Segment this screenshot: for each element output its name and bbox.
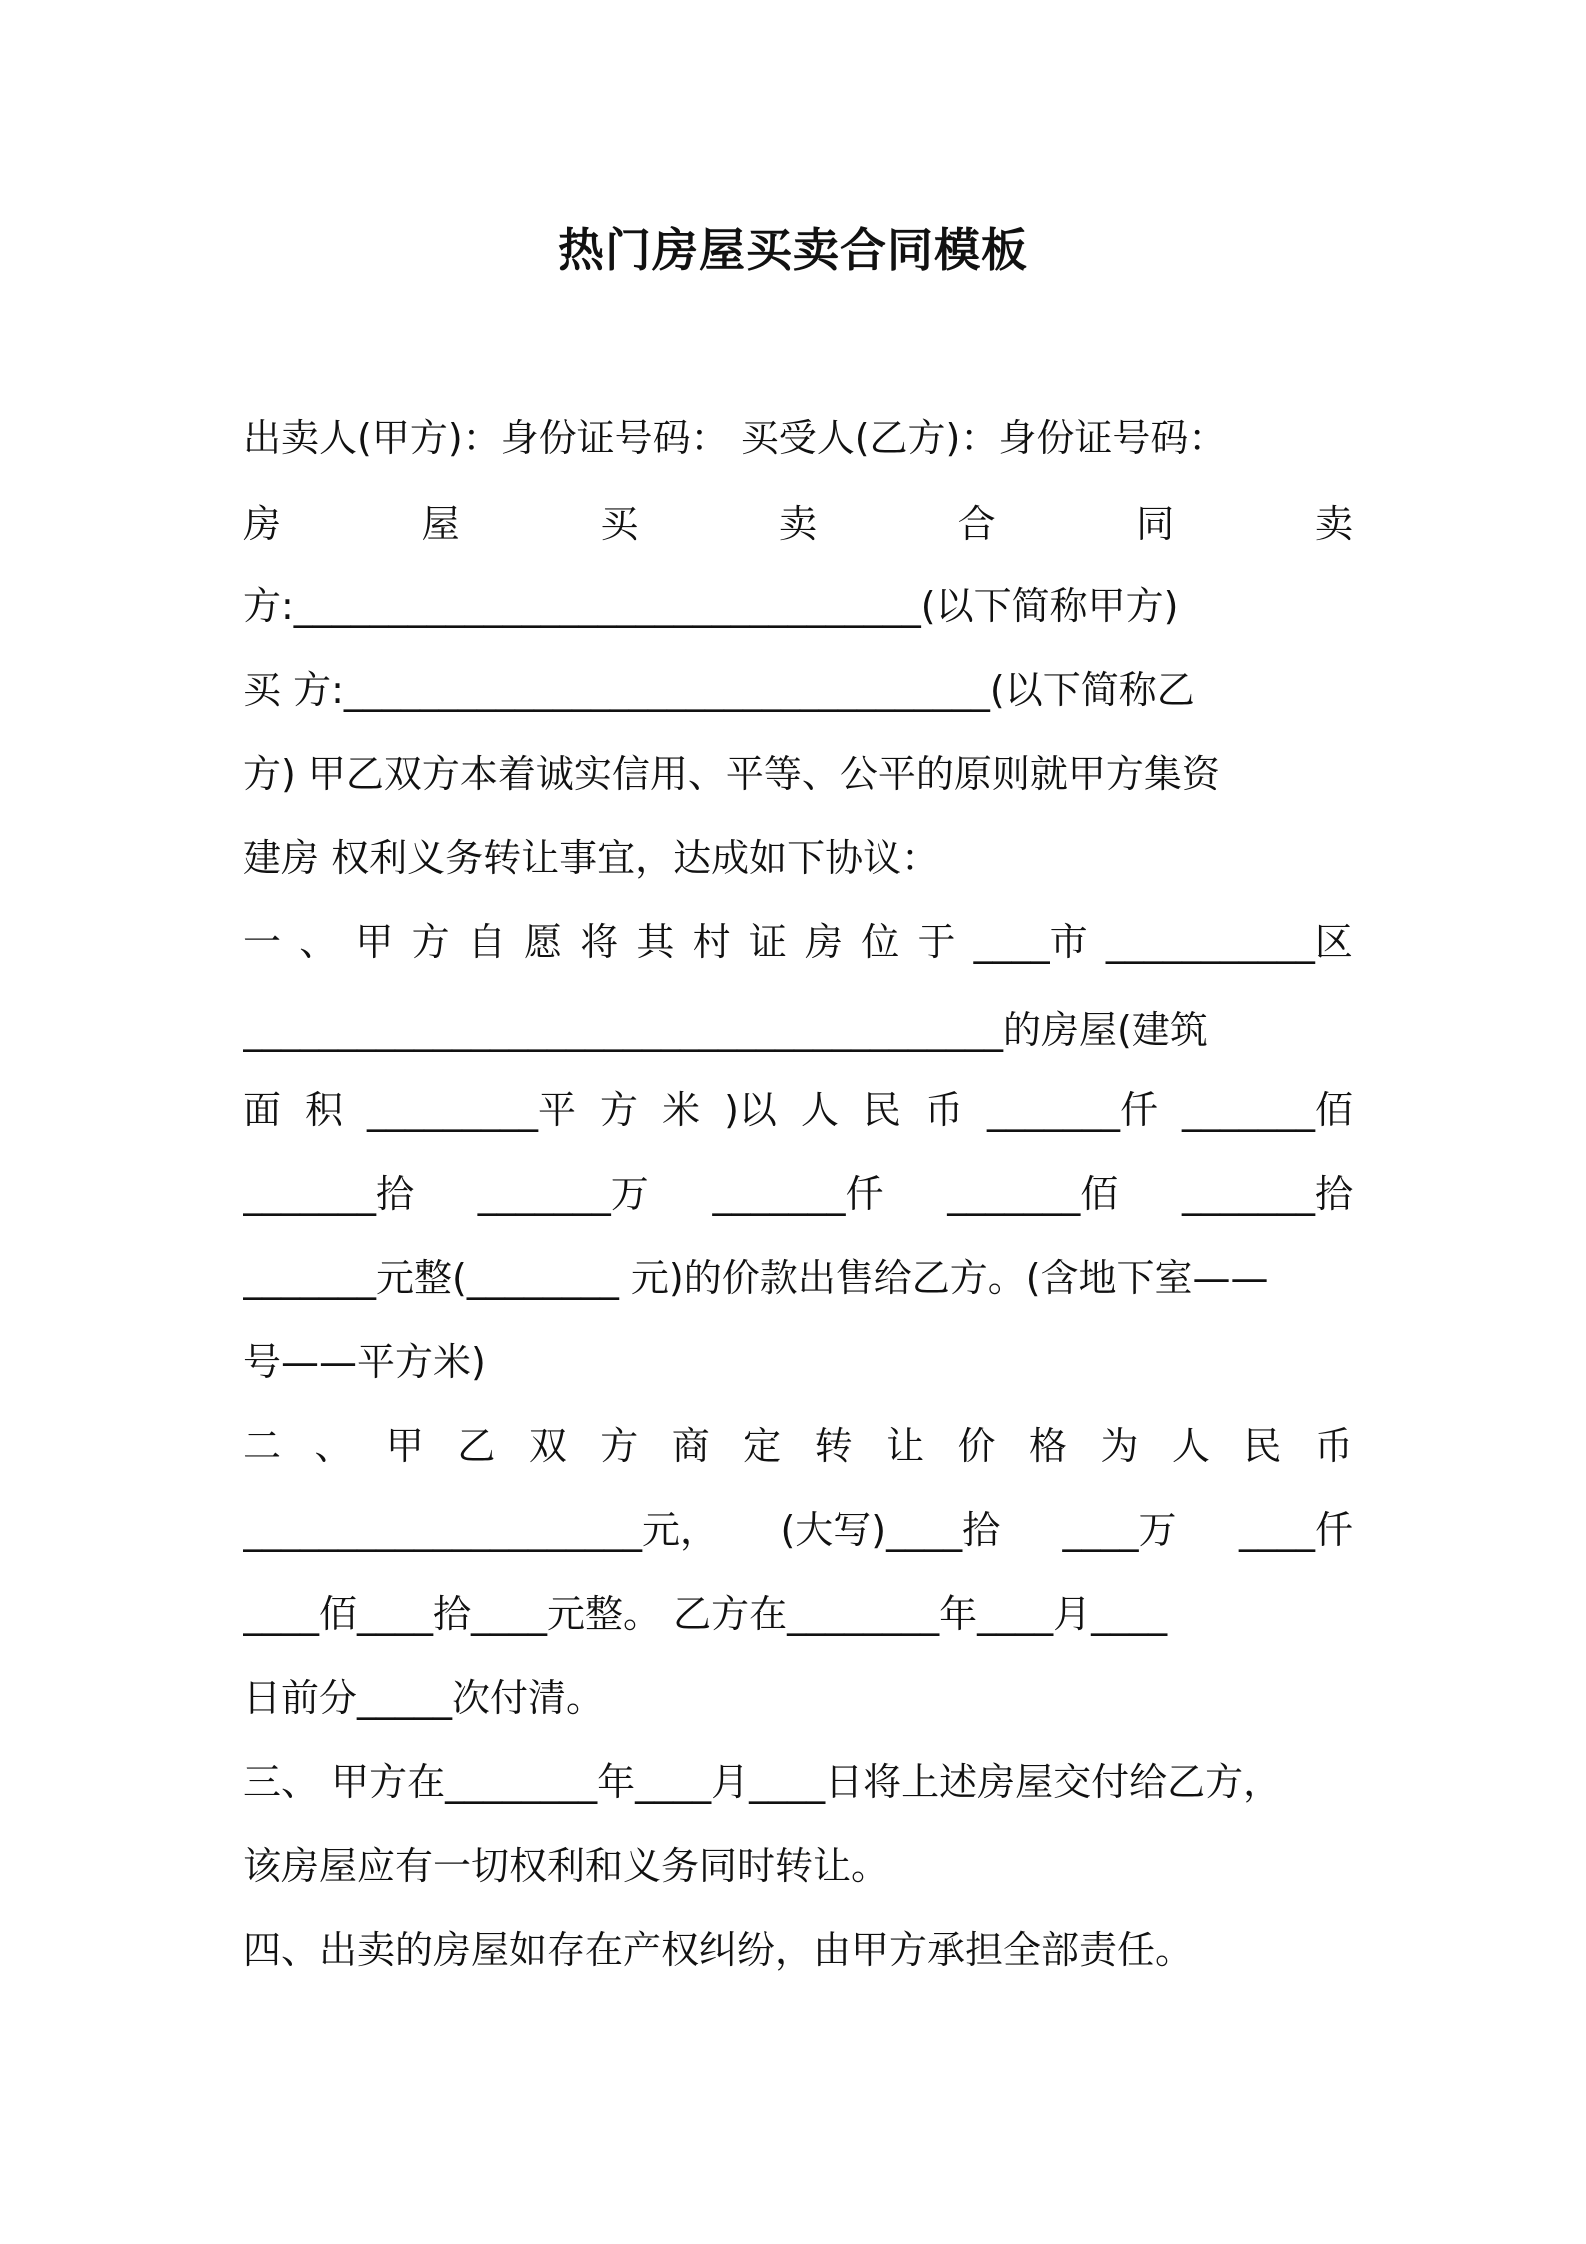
text-fragment: ___________区 — [1105, 920, 1353, 964]
text-fragment: 双 — [528, 1424, 567, 1468]
clause-1-line — [243, 916, 1353, 968]
text-fragment: 二 — [243, 1424, 282, 1468]
amount-line — [243, 1168, 1353, 1220]
text-fragment: 格 — [1028, 1424, 1067, 1468]
price-capital-line — [243, 1504, 1353, 1556]
text-fragment: 人 — [800, 1088, 839, 1132]
text-fragment: 人 — [1171, 1424, 1210, 1468]
text-fragment: 卖 — [1314, 502, 1353, 546]
text-fragment: 证 — [748, 920, 787, 964]
text-fragment: _______拾 — [243, 1172, 415, 1216]
text-fragment: _______万 — [477, 1172, 649, 1216]
basement-line: 号——平方米) — [243, 1340, 486, 1384]
text-fragment: _______仟 — [712, 1172, 884, 1216]
text-fragment: 、 — [299, 920, 338, 964]
text-fragment: )以 — [724, 1088, 777, 1132]
clause-4-line: 四、出卖的房屋如存在产权纠纷，由甲方承担全部责任。 — [243, 1928, 1194, 1972]
text-fragment: 甲 — [355, 920, 394, 964]
document-title: 热门房屋买卖合同模板 — [558, 223, 1028, 277]
text-fragment: 位 — [861, 920, 900, 964]
price-total-line: _______元整(________ 元)的价款出售给乙方。(含地下室—— — [243, 1256, 1269, 1300]
text-fragment: _______拾 — [1181, 1172, 1353, 1216]
text-fragment: 买 — [600, 502, 639, 546]
payment-terms-line: 日前分_____次付清。 — [243, 1676, 605, 1720]
text-fragment: _________平 — [367, 1088, 577, 1132]
preamble-continuation: 建房 权利义务转让事宜，达成如下协议： — [243, 836, 940, 880]
text-fragment: 同 — [1136, 502, 1175, 546]
text-fragment: 方 — [411, 920, 450, 964]
text-fragment: 币 — [1314, 1424, 1353, 1468]
text-fragment: 乙 — [457, 1424, 496, 1468]
text-fragment: _______仟 — [986, 1088, 1158, 1132]
text-fragment: 米 — [662, 1088, 701, 1132]
text-fragment: 房 — [243, 502, 282, 546]
clause-3-line: 三、 甲方在________年____月____日将上述房屋交付给乙方， — [243, 1760, 1282, 1804]
text-fragment: _______佰 — [947, 1172, 1119, 1216]
text-fragment: (大写)____拾 — [780, 1508, 1001, 1552]
text-fragment: 将 — [580, 920, 619, 964]
text-fragment: 商 — [671, 1424, 710, 1468]
text-fragment: 价 — [957, 1424, 996, 1468]
clause-3-continuation: 该房屋应有一切权利和义务同时转让。 — [243, 1844, 890, 1888]
text-fragment: 卖 — [778, 502, 817, 546]
text-fragment: ____万 — [1062, 1508, 1177, 1552]
text-fragment: 民 — [862, 1088, 901, 1132]
text-fragment: 民 — [1243, 1424, 1282, 1468]
text-fragment: 积 — [305, 1088, 344, 1132]
seller-line: 方:_________________________________(以下简称甲方) — [243, 584, 1179, 628]
area-price-line — [243, 1084, 1353, 1136]
text-fragment: 、 — [314, 1424, 353, 1468]
clause-2-line — [243, 1420, 1353, 1472]
text-fragment: 币 — [924, 1088, 963, 1132]
text-fragment: 转 — [814, 1424, 853, 1468]
contract-words-line — [243, 498, 1353, 550]
text-fragment: 其 — [636, 920, 675, 964]
preamble-line: 方) 甲乙双方本着诚实信用、平等、公平的原则就甲方集资 — [243, 752, 1220, 796]
text-fragment: 自 — [467, 920, 506, 964]
text-fragment: ____仟 — [1238, 1508, 1353, 1552]
text-fragment: 方 — [600, 1424, 639, 1468]
text-fragment: 一 — [243, 920, 282, 964]
text-fragment: 于 — [917, 920, 956, 964]
text-fragment: 屋 — [421, 502, 460, 546]
text-fragment: 村 — [692, 920, 731, 964]
text-fragment: 为 — [1100, 1424, 1139, 1468]
text-fragment: ____市 — [973, 920, 1088, 964]
text-fragment: _______佰 — [1181, 1088, 1353, 1132]
text-fragment: 合 — [957, 502, 996, 546]
text-fragment: 定 — [743, 1424, 782, 1468]
house-line: ________________________________________的房屋(建筑 — [243, 1008, 1208, 1052]
text-fragment: 愿 — [524, 920, 563, 964]
parties-id-line: 出卖人(甲方)：身份证号码： 买受人(乙方)：身份证号码： — [243, 416, 1227, 460]
text-fragment: 让 — [886, 1424, 925, 1468]
text-fragment: _____________________元， — [243, 1508, 719, 1552]
buyer-line: 买 方:__________________________________(以下简称乙 — [243, 668, 1195, 712]
text-fragment: 面 — [243, 1088, 282, 1132]
text-fragment: 房 — [805, 920, 844, 964]
text-fragment: 方 — [600, 1088, 639, 1132]
payment-date-line: ____佰____拾____元整。 乙方在________年____月____ — [243, 1592, 1168, 1636]
text-fragment: 甲 — [385, 1424, 424, 1468]
